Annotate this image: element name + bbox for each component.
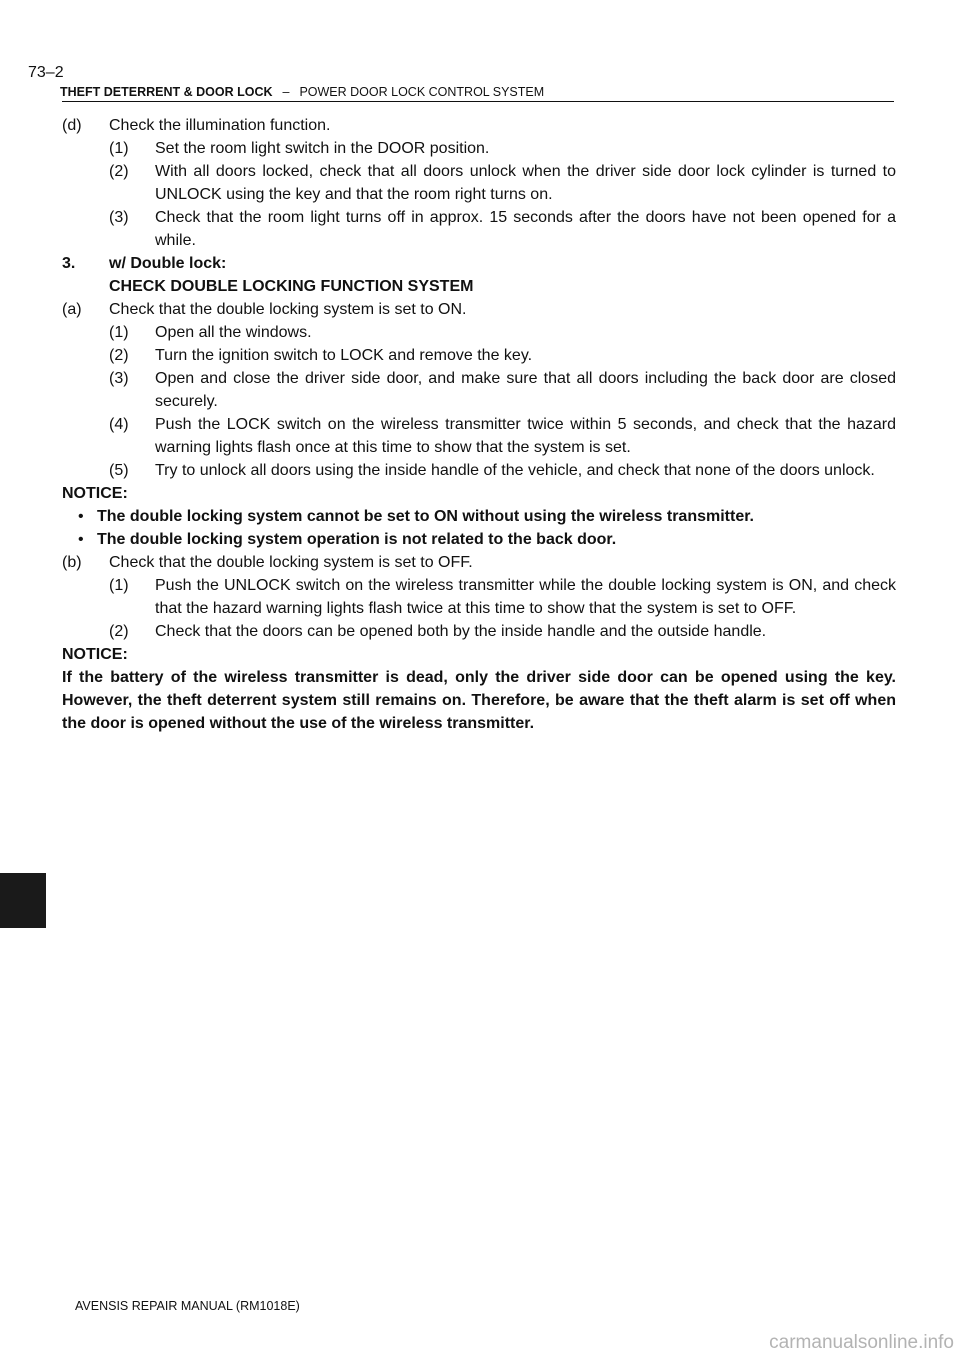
watermark: carmanualsonline.info [769, 1332, 954, 1353]
step-text: Open and close the driver side door, and make sure that all doors including the back door are closed securely. [155, 370, 896, 410]
step-d [62, 114, 896, 137]
notice-1-bullet-2 [62, 528, 896, 551]
section-3-label: 3. [62, 255, 76, 272]
step-text: With all doors locked, check that all doors unlock when the driver side door lock cylinder is turned to UNLOCK using the key and that the room right turns on. [155, 163, 896, 203]
step-d-1 [62, 137, 896, 160]
step-label: (2) [109, 347, 129, 364]
step-a-2 [62, 344, 896, 367]
section-title: THEFT DETERRENT & DOOR LOCK [60, 85, 273, 99]
section-3-subheading [62, 275, 896, 298]
step-text: Set the room light switch in the DOOR position. [155, 140, 490, 157]
notice-2-label: NOTICE: [62, 646, 128, 663]
step-text: Open all the windows. [155, 324, 312, 341]
header-separator: – [282, 85, 290, 99]
header-rule [62, 101, 894, 102]
step-a-4 [62, 413, 896, 459]
step-label: (3) [109, 209, 129, 226]
step-b [62, 551, 896, 574]
section-3-heading [62, 252, 896, 275]
step-text: Check that the room light turns off in approx. 15 seconds after the doors have not been opened for a while. [155, 209, 896, 249]
section-3-title-2: CHECK DOUBLE LOCKING FUNCTION SYSTEM [109, 278, 474, 295]
step-label: (5) [109, 462, 129, 479]
step-text: Turn the ignition switch to LOCK and remove the key. [155, 347, 533, 364]
step-d-text: Check the illumination function. [109, 117, 331, 134]
section-tab-marker [0, 873, 46, 928]
step-label: (2) [109, 623, 129, 640]
bullet-text: The double locking system operation is not related to the back door. [97, 531, 617, 548]
step-label: (2) [109, 163, 129, 180]
manual-content [62, 114, 896, 735]
step-label: (1) [109, 324, 129, 341]
step-d-3 [62, 206, 896, 252]
step-d-2 [62, 160, 896, 206]
notice-1-label: NOTICE: [62, 485, 128, 502]
bullet-marker: • [78, 508, 84, 525]
step-b-2 [62, 620, 896, 643]
step-label: (3) [109, 370, 129, 387]
step-text: Push the UNLOCK switch on the wireless transmitter while the double locking system is ON, and check that the hazard warning lights flash twice at this time to show that the system is set to OFF. [155, 577, 896, 617]
step-a-5 [62, 459, 896, 482]
bullet-marker: • [78, 531, 84, 548]
step-text: Try to unlock all doors using the inside handle of the vehicle, and check that none of the doors unlock. [155, 462, 875, 479]
notice-2-text: If the battery of the wireless transmitter is dead, only the driver side door can be opened using the key. However, the theft deterrent system still remains on. Therefore, be aware that the theft alarm is set off when the door is opened without the use of the wireless transmitter. [62, 669, 896, 732]
step-a [62, 298, 896, 321]
footer-manual-name: AVENSIS REPAIR MANUAL (RM1018E) [75, 1299, 300, 1313]
step-label: (1) [109, 140, 129, 157]
step-text: Push the LOCK switch on the wireless transmitter twice within 5 seconds, and check that the hazard warning lights flash once at this time to show that the system is set. [155, 416, 896, 456]
step-b-1 [62, 574, 896, 620]
page-number: 73–2 [28, 64, 64, 81]
step-b-label: (b) [62, 554, 82, 571]
step-label: (4) [109, 416, 129, 433]
step-a-label: (a) [62, 301, 82, 318]
step-text: Check that the doors can be opened both by the inside handle and the outside handle. [155, 623, 767, 640]
section-3-title-1: w/ Double lock: [109, 255, 227, 272]
step-b-text: Check that the double locking system is set to OFF. [109, 554, 473, 571]
running-header [60, 85, 544, 99]
step-a-3 [62, 367, 896, 413]
notice-1-bullet-1 [62, 505, 896, 528]
subsection-title: POWER DOOR LOCK CONTROL SYSTEM [299, 85, 545, 99]
bullet-text: The double locking system cannot be set to ON without using the wireless transmitter. [97, 508, 754, 525]
step-d-label: (d) [62, 117, 82, 134]
step-label: (1) [109, 577, 129, 594]
step-a-1 [62, 321, 896, 344]
step-a-text: Check that the double locking system is set to ON. [109, 301, 467, 318]
